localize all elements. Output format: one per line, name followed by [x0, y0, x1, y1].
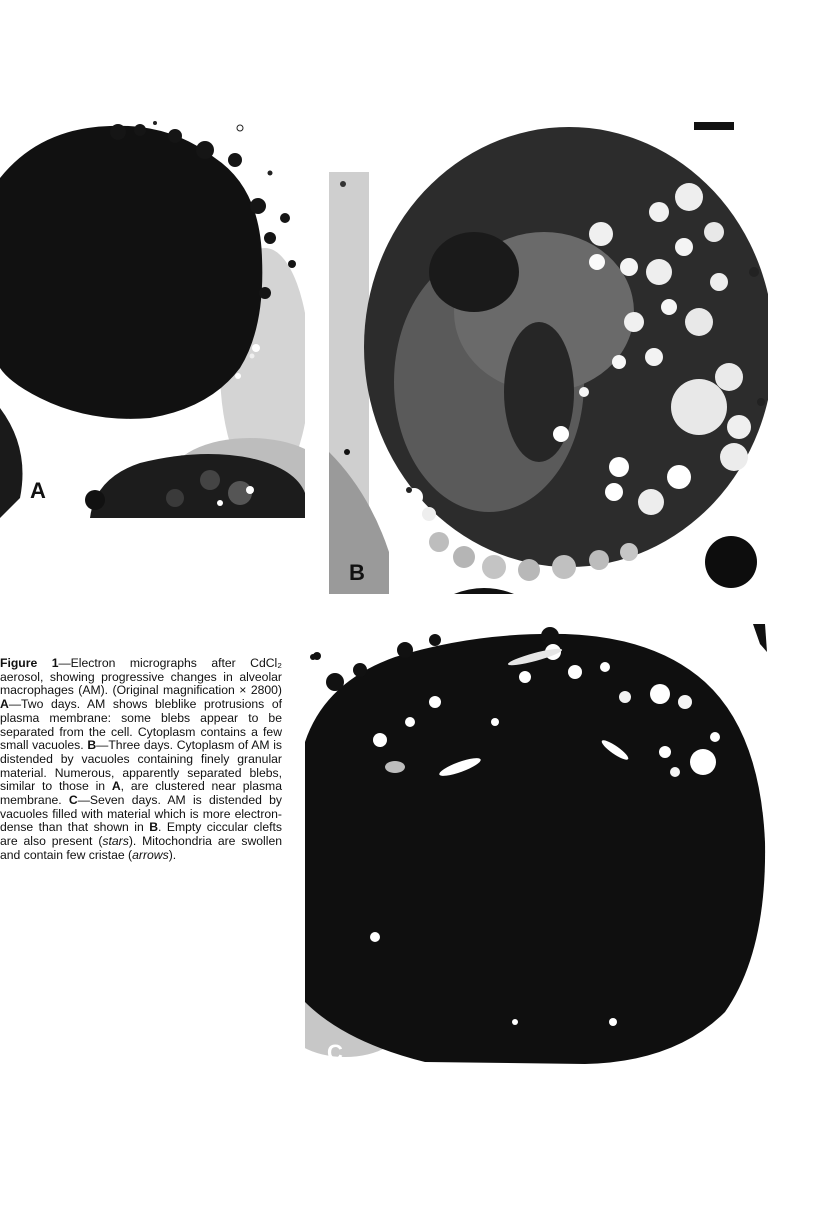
caption-intro: —Electron micrographs after CdCl₂ aerosol, showing progressive changes in alveolar macrophages (AM). (Original magnification × 2800)	[0, 656, 283, 698]
caption-part-c-label: C	[68, 793, 78, 808]
caption-part-c-text3: ). Mitochondria are swollen and contain few cristae (	[0, 834, 282, 862]
caption-part-a-label: A	[0, 697, 9, 712]
figure-label: Figure 1	[0, 656, 59, 670]
caption-part-b-label: B	[87, 738, 97, 753]
caption-part-c-text2: . Empty ciccular clefts are also present (	[0, 820, 283, 849]
figure-caption	[0, 657, 282, 863]
caption-arrows: arrows	[132, 847, 169, 862]
caption-part-c-ref: B	[149, 820, 158, 835]
panel-letter-b: B	[349, 560, 365, 585]
micrograph-panel-b	[329, 122, 768, 594]
panel-letter-a: A	[30, 478, 46, 503]
caption-part-b-text: —Three days. Cytoplasm of AM is distended by vacuoles containing finely granular material. Numerous, apparently separated blebs, similar to those in	[0, 738, 282, 794]
caption-stars: stars	[102, 834, 129, 849]
caption-part-b-ref: A	[111, 779, 121, 794]
caption-part-c-text4: ).	[168, 847, 177, 862]
micrograph-panel-c	[305, 622, 770, 1077]
caption-part-a-text: —Two days. AM shows bleblike protrusions of plasma membrane: some blebs appear to be separated from the cell. Cytoplasm contains a few small vacuoles.	[0, 697, 282, 753]
micrograph-panel-a	[0, 118, 305, 518]
panel-letter-c: C	[327, 1040, 343, 1065]
caption-part-c-text: —Seven days. AM is distended by vacuoles filled with material which is more electron-dense than that shown in	[0, 793, 282, 835]
caption-part-b-text2: , are clustered near plasma membrane.	[0, 779, 282, 808]
